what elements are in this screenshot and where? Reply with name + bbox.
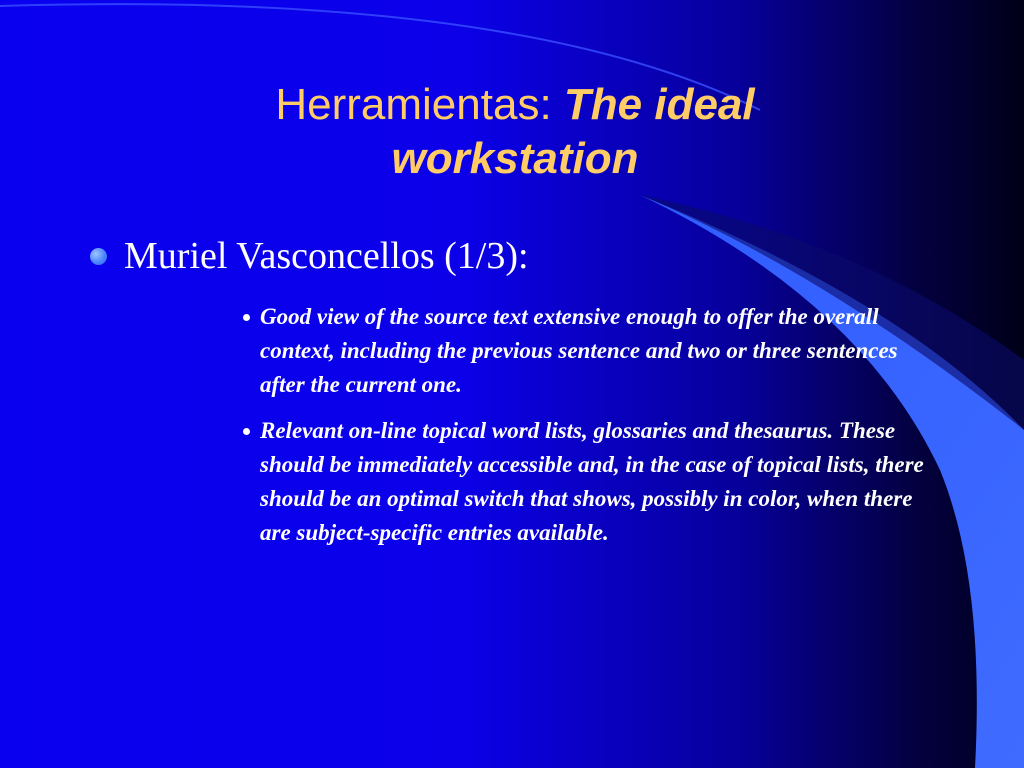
list-item [240,300,930,402]
sub-bullet-dot-icon [243,314,250,321]
title-emphasis: The ideal workstation [391,80,755,183]
sub-bullet-text: Good view of the source text extensive enough to offer the overall context, including the previous sentence and two or three sentences after the current one. [260,304,898,397]
list-item [240,414,930,550]
sub-bullet-list [240,300,930,562]
bullet-dot-icon [90,248,107,265]
main-bullet-text: Muriel Vasconcellos (1/3): [124,235,529,277]
sub-bullet-dot-icon [243,428,250,435]
title-prefix: Herramientas: [275,80,564,129]
main-bullet [90,232,529,280]
slide-title [150,78,880,186]
sub-bullet-text: Relevant on-line topical word lists, glossaries and thesaurus. These should be immediately accessible and, in the case of topical lists, there should be an optimal switch that shows, possibly in color, when there are subject-specific entries available. [260,418,924,545]
